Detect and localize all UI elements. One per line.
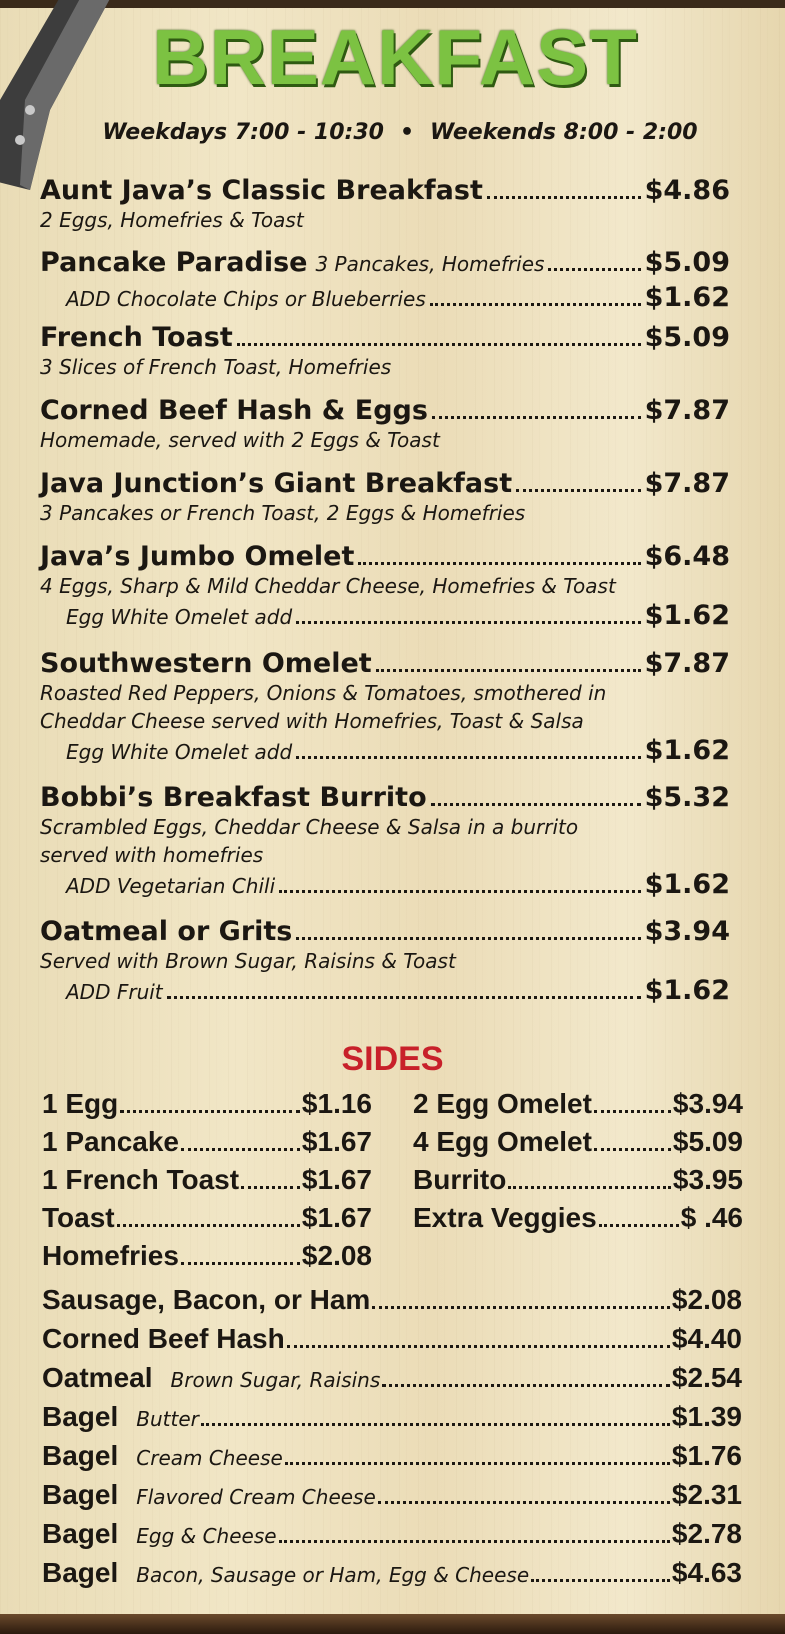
side-price: $3.95 [672,1164,743,1195]
page-title: BREAKFAST [152,13,638,101]
menu-item [40,916,730,1006]
side-price: $5.09 [672,1126,743,1157]
leader-dots [201,1423,670,1426]
item-description: Roasted Red Peppers, Onions & Tomatoes, smothered in [40,681,607,705]
item-price: $7.87 [644,648,730,679]
item-price: $5.32 [644,782,730,813]
addon-label: ADD Vegetarian Chili [66,874,276,898]
leader-dots [296,621,640,624]
leader-dots [372,1306,670,1309]
menu-item [40,648,730,766]
item-price: $5.09 [644,247,730,278]
leader-dots [181,1262,300,1265]
bottom-border [0,1614,785,1634]
extra-name: Bagel [42,1557,119,1588]
addon-label: Egg White Omelet add [66,605,293,629]
item-description: 4 Eggs, Sharp & Mild Cheddar Cheese, Homefries & Toast [40,574,616,598]
item-name: Java Junction’s Giant Breakfast [40,468,513,499]
leader-dots [241,1186,300,1189]
leader-dots [431,803,641,806]
addon-label: Egg White Omelet add [66,740,293,764]
extra-price: $2.78 [671,1518,742,1549]
item-description: Served with Brown Sugar, Raisins & Toast [40,949,456,973]
side-name: 1 Pancake [42,1126,179,1157]
leader-dots [287,1345,670,1348]
item-price: $7.87 [644,468,730,499]
extra-name: Corned Beef Hash [42,1323,285,1354]
hours-line [60,120,740,145]
extra-option: Flavored Cream Cheese [136,1485,376,1509]
extra-name: Sausage, Bacon, or Ham [42,1284,371,1315]
item-price: $7.87 [644,395,730,426]
leader-dots [167,996,641,999]
leader-dots [117,1224,300,1227]
item-inline-description: 3 Pancakes, Homefries [315,252,545,276]
item-price: $4.86 [644,175,730,206]
leader-dots [487,196,641,199]
item-name: Southwestern Omelet [40,648,372,679]
addon-price: $1.62 [644,869,730,900]
item-price: $3.94 [644,916,730,947]
side-price: $1.67 [301,1202,372,1233]
item-name: Oatmeal or Grits [40,916,293,947]
leader-dots [358,562,640,565]
leader-dots [594,1110,671,1113]
menu-item [40,468,730,527]
leader-dots [548,268,640,271]
leader-dots [296,937,640,940]
extra-option: Butter [136,1407,199,1431]
extra-name: Oatmeal [42,1362,153,1393]
item-price: $6.48 [644,541,730,572]
leader-dots [181,1148,300,1151]
weekend-hours: Weekends 8:00 - 2:00 [430,120,698,145]
side-price: $2.08 [301,1240,372,1271]
side-name: Homefries [42,1240,179,1271]
addon-price: $1.62 [644,975,730,1006]
side-name: Burrito [413,1164,507,1195]
extra-option: Bacon, Sausage or Ham, Egg & Cheese [136,1563,530,1587]
extra-price: $1.76 [671,1440,742,1471]
menu-item [40,322,730,381]
item-name: French Toast [40,322,233,353]
addon-label: ADD Fruit [66,980,163,1004]
item-description: Homemade, served with 2 Eggs & Toast [40,428,440,452]
weekday-hours: Weekdays 7:00 - 10:30 [102,120,384,145]
extra-name: Bagel [42,1401,119,1432]
side-name: 1 French Toast [42,1164,240,1195]
leader-dots [508,1186,671,1189]
leader-dots [279,890,640,893]
leader-dots [296,756,640,759]
side-name: 1 Egg [42,1088,119,1119]
extra-name: Bagel [42,1479,119,1510]
side-price: $1.67 [301,1126,372,1157]
item-description: 3 Slices of French Toast, Homefries [40,355,392,379]
extra-price: $4.63 [671,1557,742,1588]
extra-name: Bagel [42,1440,119,1471]
item-description: 3 Pancakes or French Toast, 2 Eggs & Homefries [40,501,526,525]
leader-dots [376,669,641,672]
item-description: Cheddar Cheese served with Homefries, Toast & Salsa [40,709,584,733]
extra-option: Brown Sugar, Raisins [170,1368,381,1392]
leader-dots [594,1148,671,1151]
extra-name: Bagel [42,1518,119,1549]
leader-dots [120,1110,300,1113]
sides-left-column [42,1088,372,1278]
extra-price: $2.08 [671,1284,742,1315]
item-name: Java’s Jumbo Omelet [40,541,355,572]
addon-price: $1.62 [644,282,730,313]
addon-price: $1.62 [644,600,730,631]
addon-price: $1.62 [644,735,730,766]
menu-item [40,541,730,631]
side-name: 4 Egg Omelet [413,1126,592,1157]
leader-dots [285,1462,670,1465]
extra-price: $1.39 [671,1401,742,1432]
menu-item [40,247,730,313]
leader-dots [430,303,641,306]
side-name: Extra Veggies [413,1202,597,1233]
separator-dot: • [399,120,415,145]
menu-item [40,175,730,234]
leader-dots [279,1540,670,1543]
extra-price: $2.54 [671,1362,742,1393]
sides-heading: SIDES [341,1040,444,1078]
item-name: Pancake Paradise [40,247,308,278]
item-price: $5.09 [644,322,730,353]
leader-dots [382,1384,670,1387]
item-name: Aunt Java’s Classic Breakfast [40,175,483,206]
side-price: $1.67 [301,1164,372,1195]
item-name: Bobbi’s Breakfast Burrito [40,782,427,813]
item-description: Scrambled Eggs, Cheddar Cheese & Salsa in a burrito [40,815,579,839]
leader-dots [378,1501,670,1504]
side-name: Toast [42,1202,115,1233]
side-price: $3.94 [672,1088,743,1119]
side-name: 2 Egg Omelet [413,1088,592,1119]
leader-dots [432,416,641,419]
leader-dots [237,343,641,346]
leader-dots [599,1224,679,1227]
menu-item [40,782,730,900]
side-price: $1.16 [301,1088,372,1119]
sides-right-column [413,1088,743,1240]
side-price: $ .46 [680,1202,743,1233]
extra-price: $4.40 [671,1323,742,1354]
extras-list [42,1284,742,1596]
item-description: 2 Eggs, Homefries & Toast [40,208,304,232]
addon-label: ADD Chocolate Chips or Blueberries [66,287,426,311]
leader-dots [516,489,640,492]
leader-dots [531,1579,670,1582]
menu-item [40,395,730,454]
extra-option: Cream Cheese [136,1446,283,1470]
item-name: Corned Beef Hash & Eggs [40,395,428,426]
extra-option: Egg & Cheese [136,1524,277,1548]
extra-price: $2.31 [671,1479,742,1510]
item-description: served with homefries [40,843,264,867]
